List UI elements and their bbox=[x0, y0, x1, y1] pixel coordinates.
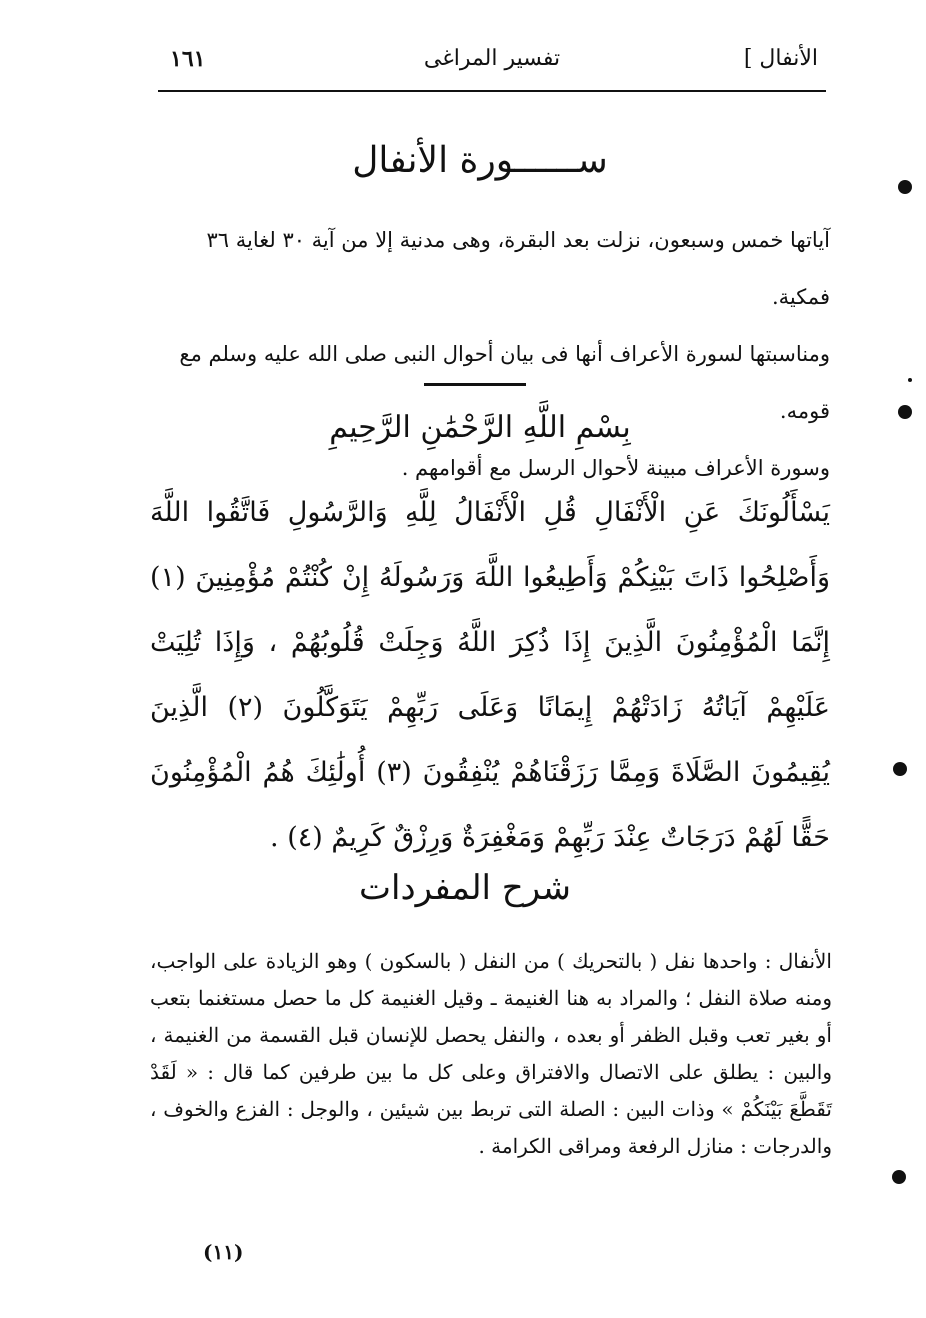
scan-speck bbox=[898, 180, 912, 194]
vocab-heading: شرح المفردات bbox=[358, 868, 572, 908]
scan-speck bbox=[892, 1170, 906, 1184]
scan-speck bbox=[898, 405, 912, 419]
scan-speck bbox=[908, 378, 912, 382]
quran-verses: يَسْأَلُونَكَ عَنِ الْأَنْفَالِ قُلِ الْأَنْفَالُ لِلَّهِ وَالرَّسُولِ فَاتَّقُوا اللَّهَ وَأَصْلِحُوا ذَاتَ بَيْنِكُمْ وَأَطِيعُوا اللَّهَ وَرَسُولَهُ إِنْ كُنْتُمْ مُؤْمِنِينَ (١) إِنَّمَا الْمُؤْمِنُونَ الَّذِينَ إِذَا ذُكِرَ اللَّهُ وَجِلَتْ قُلُوبُهُمْ ، وَإِذَا تُلِيَتْ عَلَيْهِمْ آيَاتُهُ زَادَتْهُمْ إِيمَانًا وَعَلَى رَبِّهِمْ يَتَوَكَّلُونَ (٢) الَّذِينَ يُقِيمُونَ الصَّلَاةَ وَمِمَّا رَزَقْنَاهُمْ يُنْفِقُونَ (٣) أُولَٰئِكَ هُمُ الْمُؤْمِنُونَ حَقًّا لَهُمْ دَرَجَاتٌ عِنْدَ رَبِّهِمْ وَمَغْفِرَةٌ وَرِزْقٌ كَرِيمٌ (٤) . bbox=[150, 497, 831, 853]
page-number: ١٦١ bbox=[170, 46, 206, 72]
intro-line: ومناسبتها لسورة الأعراف أنها فى بيان أحوال النبى صلى الله عليه وسلم مع قومه. bbox=[179, 342, 830, 423]
intro-line: آياتها خمس وسبعون، نزلت بعد البقرة، وهى مدنية إلا من آية ٣٠ لغاية ٣٦ فمكية. bbox=[206, 228, 830, 309]
header-rule bbox=[158, 90, 826, 92]
basmala: بِسْمِ اللَّهِ الرَّحْمَٰنِ الرَّحِيمِ bbox=[329, 410, 631, 445]
scan-speck bbox=[893, 762, 907, 776]
book-title: تفسير المراغى bbox=[423, 46, 561, 71]
signature-mark: (١١) bbox=[203, 1240, 244, 1264]
chapter-name: الأنفال ] bbox=[743, 46, 818, 71]
surah-title: ســــــورة الأنفال bbox=[352, 140, 608, 181]
section-separator bbox=[424, 383, 526, 386]
vocab-explanation: الأنفال : واحدها نفل ( بالتحريك ) من النفل ( بالسكون ) وهو الزيادة على الواجب، ومنه صلاة النفل ؛ والمراد به هنا الغنيمة ـ وقيل الغنيمة كل ما حصل مستغنما بتعب أو بغير تعب وقبل الظفر أو بعده ، والنفل يحصل للإنسان قبل القسمة من الغنيمة ، والبين : يطلق على الاتصال والافتراق وعلى كل ما بين طرفين كما قال : « لَقَدْ تَقَطَّعَ بَيْنَكُمْ » وذات البين : الصلة التى تربط بين شيئين ، والوجل : الفزع والخوف ، والدرجات : منازل الرفعة ومراقى الكرامة . bbox=[150, 949, 832, 1158]
surah-intro bbox=[150, 212, 830, 497]
intro-line: وسورة الأعراف مبينة لأحوال الرسل مع أقوامهم . bbox=[401, 456, 830, 480]
page-header bbox=[158, 42, 826, 92]
